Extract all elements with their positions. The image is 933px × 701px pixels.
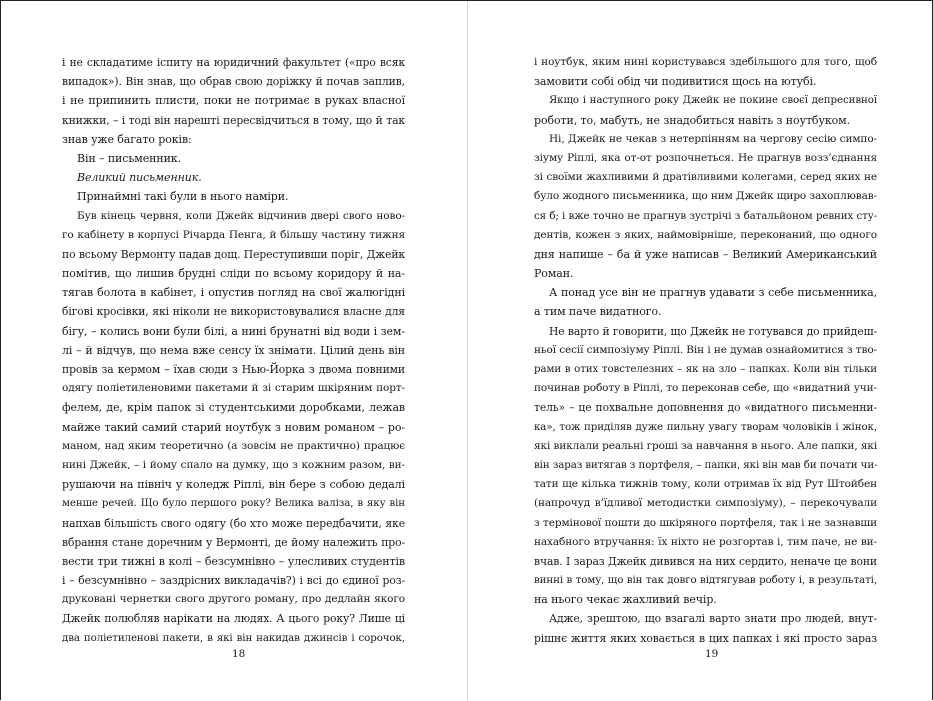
text-line: ся б; і вже точно не прагнув зустрічі з батальйоном ревних сту- — [534, 209, 877, 222]
text-line: і не складатиме іспиту на юридичний факультет («про всяк — [62, 56, 405, 69]
text-line: ка», тож приділяв дуже пильну увагу творам чоловіків і жінок, — [534, 420, 877, 433]
text-line: бігу, – колись вони були білі, а нині брунатні від води і зем- — [62, 324, 405, 338]
text-line: роботи, то, мабуть, не знадобиться навіть з ноутбуком. — [534, 113, 850, 127]
text-line: і – безсумнівно – заздрісних викладачів?) і всі до єдиної роз- — [62, 574, 405, 588]
text-line: дентів, кожен з яких, наймовірніше, переконаний, що одного — [534, 228, 877, 241]
text-line: замовити собі обід чи подивитися щось на ютубі. — [534, 75, 817, 89]
text-line: вчав. І зараз Джейк дивився на них сердито, неначе це вони — [534, 554, 877, 568]
text-line: знав уже багато років: — [62, 132, 192, 146]
text-line: зі своїми жахливими й дратівливими колегами, серед яких не — [534, 171, 877, 184]
text-line: нахабного втручання: їх ніхто не розгортав і, тим паче, не ви- — [534, 535, 877, 548]
text-line: рушаючи на північ у коледж Ріплі, він бере з собою дедалі — [62, 478, 405, 492]
text-line: бігові кросівки, які ніколи не використовувалися власне для — [62, 305, 405, 319]
text-line: які виклали реальні гроші за навчання в нього. Але папки, які — [534, 439, 878, 452]
text-line: помітив, що лишив брудні сліди по всьому коридору й на- — [62, 267, 405, 281]
text-line: два поліетиленові пакети, в які він накидав джинсів і сорочок, — [62, 631, 405, 644]
text-line: по всьому Вермонту падав дощ. Переступивши поріг, Джейк — [62, 247, 405, 261]
text-line: лі – й відчув, що нема вже сенсу їх знімати. Цілий день він — [62, 343, 405, 357]
text-line: А понад усе він не прагнув удавати з себе письменника, — [549, 286, 877, 300]
text-line: го кабінету в корпусі Річарда Пенга, й більшу частину тижня — [62, 228, 405, 241]
page-number: 19 — [705, 648, 719, 660]
text-line: маном, над яким теоретично (а зовсім не практично) працює — [62, 439, 405, 452]
left-page — [62, 53, 405, 648]
text-line: провів за кермом – їхав сюди з Нью-Йорка з двома повними — [62, 363, 405, 376]
text-line: зіуму Ріплі, яка от-от розпочнеться. Не прагнув возз’єднання — [534, 151, 877, 164]
text-line: Був кінець червня, коли Джейк відчинив двері свого ново- — [77, 209, 405, 222]
text-line: друковані чернетки свого другого роману, про дедлайн якого — [62, 593, 405, 606]
text-line: Ні, Джейк не чекав з нетерпінням на чергову сесію симпо- — [549, 132, 877, 145]
text-line: Джейк полюбляв нарікати на людях. А цього року? Лише ці — [62, 612, 405, 626]
page-number: 18 — [232, 648, 246, 660]
text-line: винні в тому, що він так довго відтягував роботу і, в результаті, — [534, 574, 877, 587]
text-line: тати ще кілька тижнів тому, коли отримав їх від Рут Штойбен — [534, 478, 877, 491]
text-line: фелем, де, крім папок зі студентськими доробками, лежав — [62, 401, 405, 415]
text-line: на нього чекає жахливий вечір. — [534, 593, 717, 607]
text-line: рішнє життя яких ховається в цих папках і які просто зараз — [534, 631, 877, 645]
text-line: напхав більшість свого одягу (бо хто може передбачити, яке — [62, 516, 405, 530]
text-line: тель» – це похвальне доповнення до «видатного письменни- — [534, 401, 877, 415]
text-line: одягу поліетиленовими пакетами й зі старим шкіряним порт- — [62, 382, 405, 395]
text-line: було жодного письменника, що ним Джейк щиро захоплював- — [534, 190, 877, 203]
page-gutter — [467, 1, 468, 701]
text-line: книжки, – і тоді він нарешті пересвідчиться в тому, що й так — [62, 113, 405, 127]
text-line: а тим паче видатного. — [534, 305, 662, 319]
text-line: і ноутбук, яким нині користувався здебільшого для того, щоб — [534, 56, 877, 68]
text-line: він зараз витягав з портфеля, – папки, які він мав би почати чи- — [534, 458, 878, 471]
text-line: вбрання стане доречним у Вермонті, де йому належить про- — [62, 535, 405, 549]
text-line: ньої сесії симпозіуму Ріплі. Він і не думав ознайомитися з тво- — [534, 343, 877, 356]
text-line: нині Джейк, – і йому спало на думку, що з кожним разом, ви- — [62, 458, 405, 471]
text-line: випадок»). Він знав, що обрав свою доріжку й почав заплив, — [62, 75, 405, 89]
text-line: Не варто й говорити, що Джейк не готувався до прийдеш- — [549, 324, 877, 338]
text-line: Він – письменник. — [77, 151, 181, 165]
text-line: (напрочуд в’їдливої методистки симпозіуму), – перекочували — [534, 497, 877, 510]
text-line: Роман. — [534, 267, 574, 281]
text-line: дня напише – ба й уже написав – Великий Американський — [534, 247, 877, 261]
text-line: з термінової пошти до шкіряного портфеля, так і не зазнавши — [534, 516, 877, 529]
text-line: вести три тижні в колі – безсумнівно – улесливих студентів — [62, 554, 405, 568]
text-line: тягав болота в кабінет, і опустив погляд на свої жалюгідні — [62, 286, 405, 300]
text-line-italic: Великий письменник. — [77, 171, 202, 185]
text-line: Принаймні такі були в нього наміри. — [77, 190, 289, 204]
text-line: Якщо і наступного року Джейк не покине своєї депресивної — [549, 94, 877, 107]
text-line: менше речей. Що було першого року? Велика валіза, в яку він — [62, 497, 405, 510]
text-line: рами в отих товстелезних – як на зло – папках. Коли він тільки — [534, 363, 877, 375]
text-line: майже такий самий старий ноутбук з новим романом – ро- — [62, 420, 405, 434]
text-line: і не припинить плисти, поки не потримає в руках власної — [62, 94, 405, 108]
text-line: починав роботу в Ріплі, то переконав себе, що «видатний учи- — [534, 382, 877, 395]
right-page — [534, 53, 877, 648]
text-line: Адже, зрештою, що взагалі варто знати про людей, внут- — [549, 612, 877, 626]
